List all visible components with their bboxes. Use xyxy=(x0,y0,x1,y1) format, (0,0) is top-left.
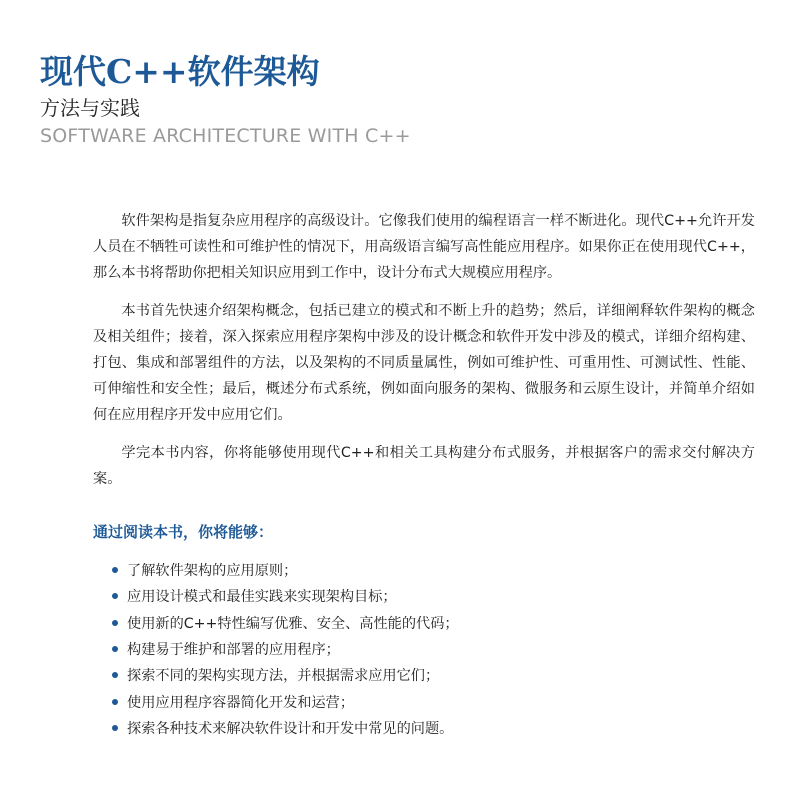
description-paragraph: 学完本书内容，你将能够使用现代C++和相关工具构建分布式服务，并根据客户的需求交付解决方案。 xyxy=(93,445,755,487)
list-item-text: 使用新的C++特性编写优雅、安全、高性能的代码； xyxy=(127,615,459,632)
bullet-dot-icon xyxy=(112,567,118,573)
bullet-dot-icon xyxy=(112,699,118,705)
learn-list xyxy=(112,557,752,741)
bullet-dot-icon xyxy=(112,620,118,626)
list-item xyxy=(112,583,752,609)
english-title: SOFTWARE ARCHITECTURE WITH C++ xyxy=(40,125,411,147)
list-item-text: 使用应用程序容器简化开发和运营； xyxy=(127,694,355,711)
list-item-text: 构建易于维护和部署的应用程序； xyxy=(127,642,340,659)
description-paragraph: 本书首先快速介绍架构概念，包括已建立的模式和不断上升的趋势；然后，详细阐释软件架构的概念及相关组件；接着，深入探索应用程序架构中涉及的设计概念和软件开发中涉及的模式，详细介绍构建、打包、集成和部署组件的方法，以及架构的不同质量属性，例如可维护性、可重用性、可测试性、性能、可伸缩性和安全性；最后，概述分布式系统，例如面向服务的架构、微服务和云原生设计，并简单介绍如何在应用程序开发中应用它们。 xyxy=(93,303,755,423)
list-item-text: 探索各种技术来解决软件设计和开发中常见的问题。 xyxy=(127,720,454,737)
description-paragraph: 软件架构是指复杂应用程序的高级设计。它像我们使用的编程语言一样不断进化。现代C++允许开发人员在不牺牲可读性和可维护性的情况下，用高级语言编写高性能应用程序。如果你正在使用现代C++，那么本书将帮助你把相关知识应用到工作中，设计分布式大规模应用程序。 xyxy=(93,213,755,281)
book-title: 现代C++软件架构 xyxy=(40,52,320,91)
list-item xyxy=(112,636,752,662)
description xyxy=(93,208,755,504)
bullet-dot-icon xyxy=(112,672,118,678)
bullet-dot-icon xyxy=(112,593,118,599)
list-item-text: 应用设计模式和最佳实践来实现架构目标； xyxy=(127,589,397,606)
learn-heading: 通过阅读本书，你将能够： xyxy=(93,523,274,541)
list-item-text: 探索不同的架构实现方法，并根据需求应用它们； xyxy=(127,668,440,685)
list-item xyxy=(112,557,752,583)
list-item xyxy=(112,688,752,714)
list-item-text: 了解软件架构的应用原则； xyxy=(127,563,298,580)
list-item xyxy=(112,662,752,688)
book-subtitle: 方法与实践 xyxy=(40,96,140,120)
list-item xyxy=(112,715,752,741)
bullet-dot-icon xyxy=(112,646,118,652)
list-item xyxy=(112,610,752,636)
bullet-dot-icon xyxy=(112,725,118,731)
